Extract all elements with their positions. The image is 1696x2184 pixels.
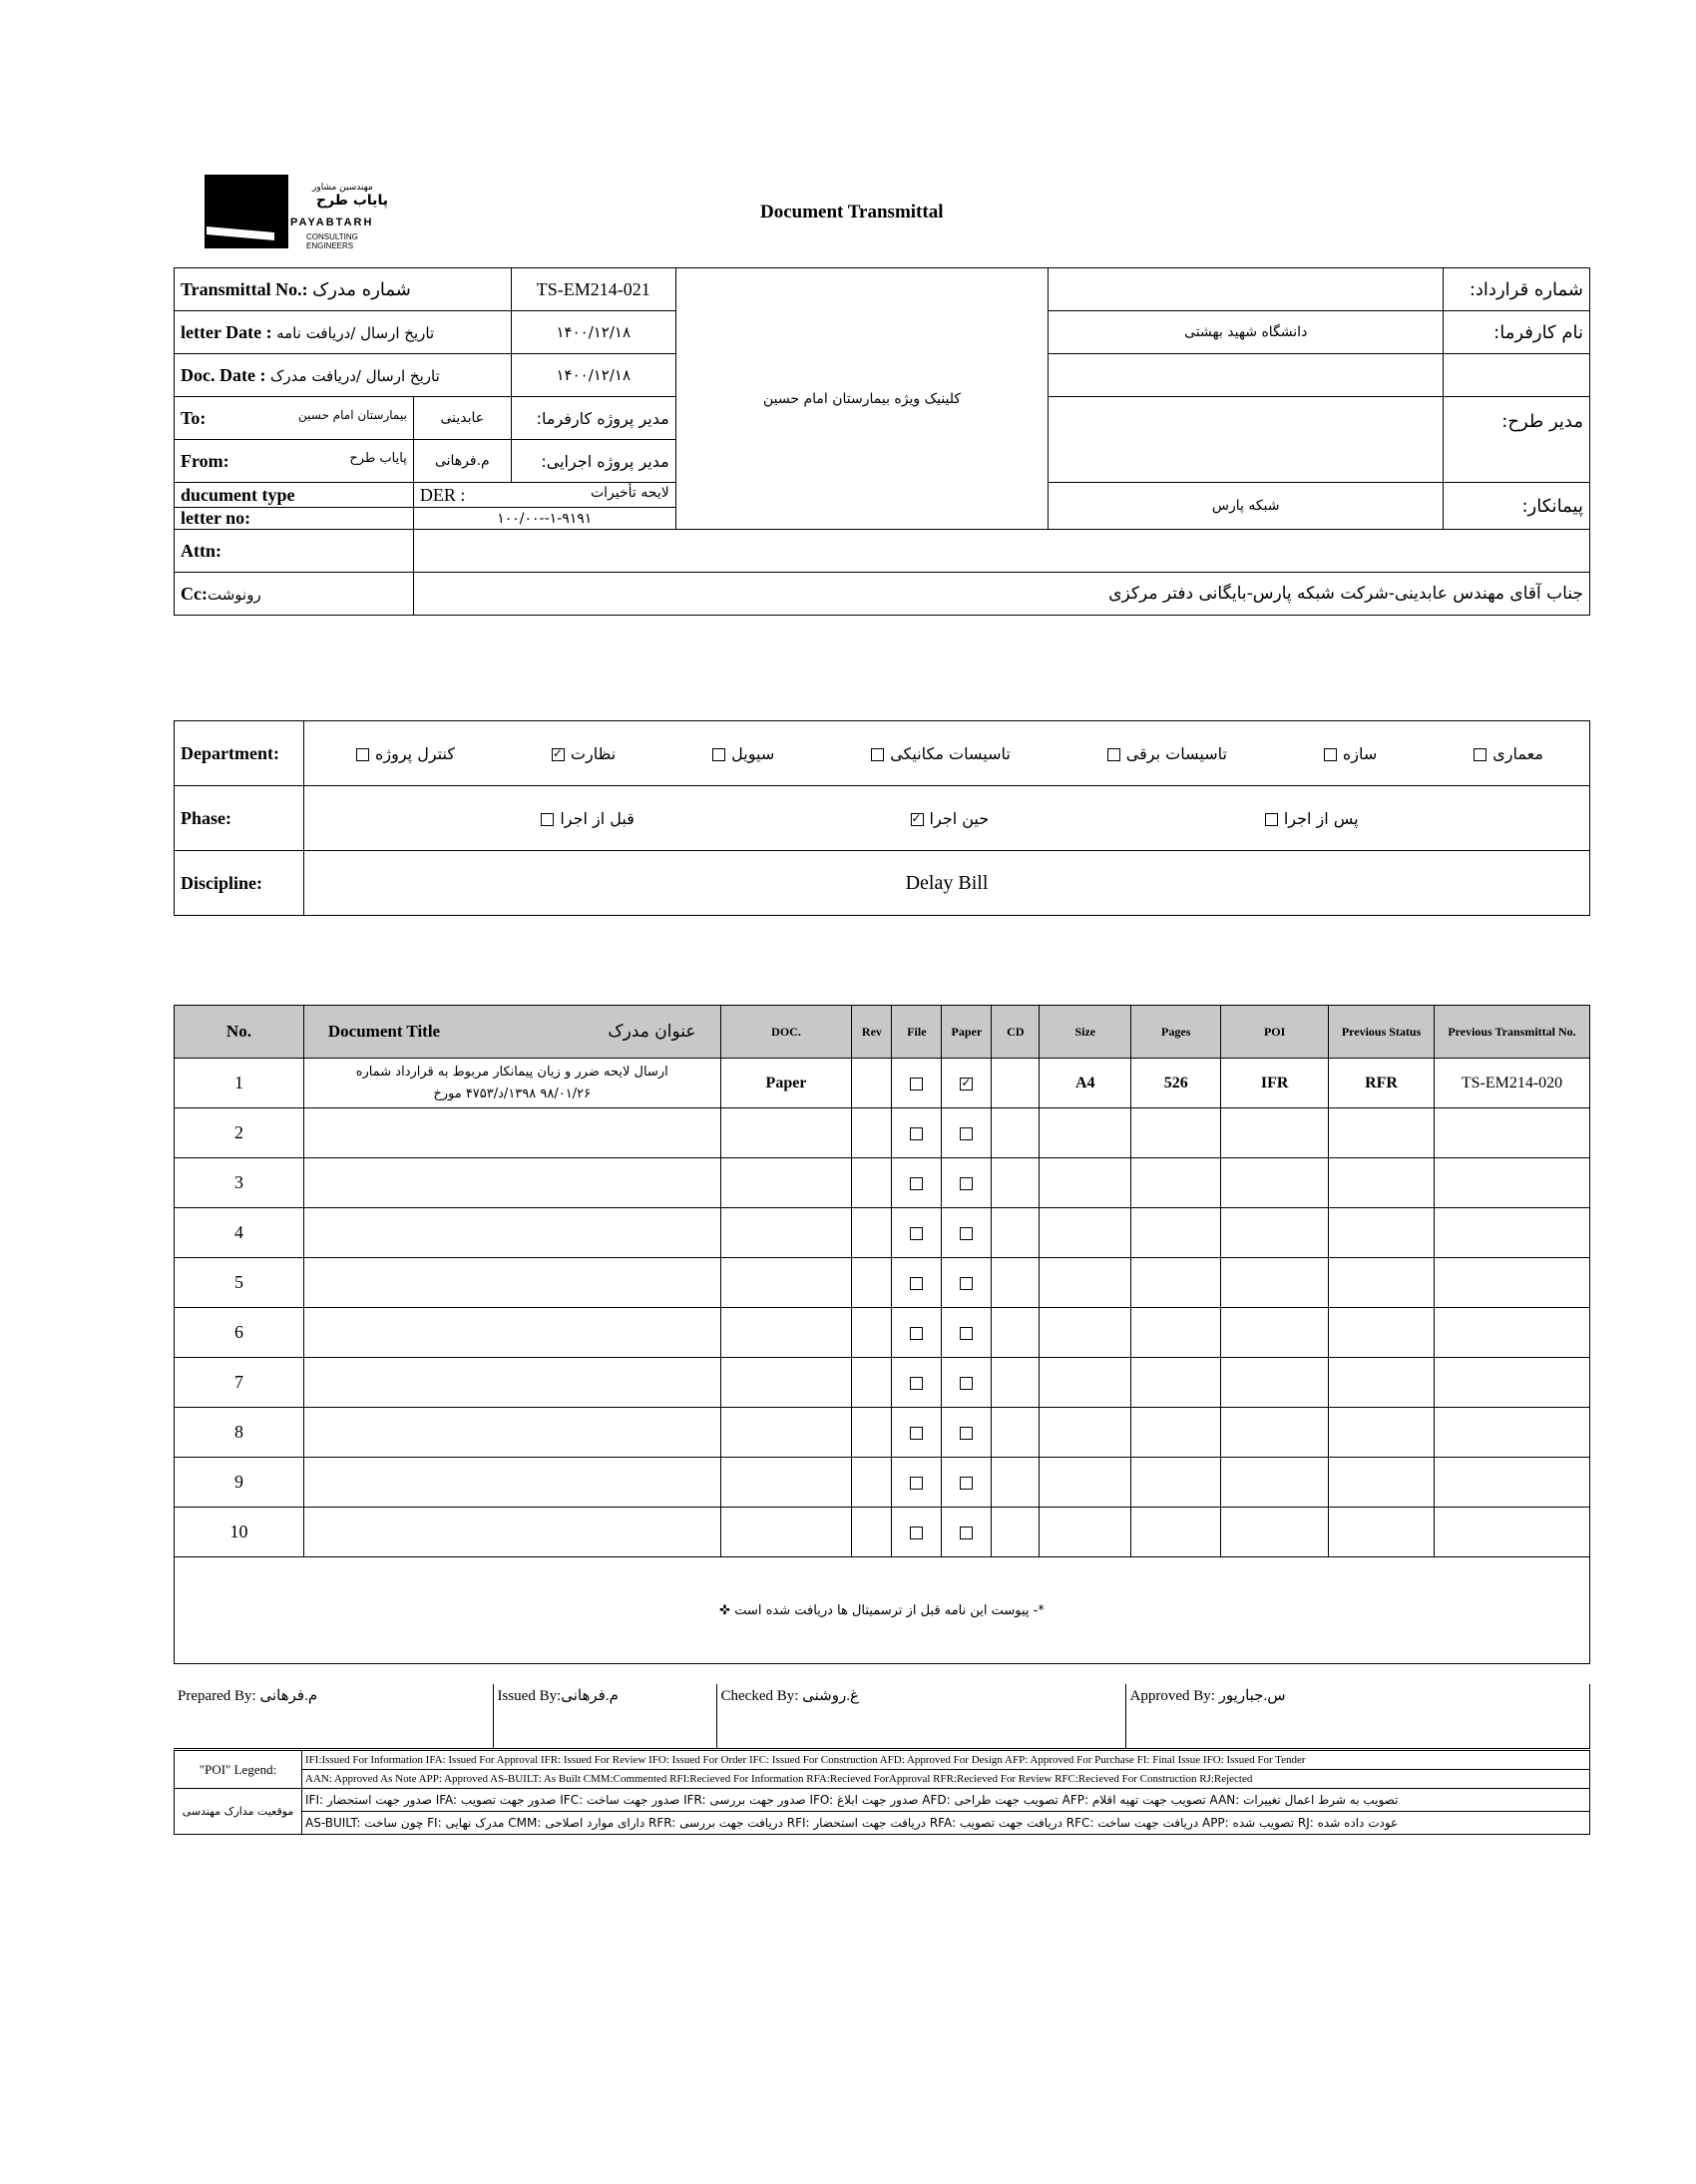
- file-checkbox[interactable]: [910, 1078, 923, 1091]
- row-rev: [852, 1158, 892, 1208]
- row-pages: [1131, 1108, 1221, 1158]
- signatures-table: [174, 1684, 1590, 1749]
- row-title: [303, 1508, 720, 1557]
- design-manager-label: مدیر طرح:: [1444, 397, 1590, 483]
- row-prev-transmittal: [1435, 1408, 1590, 1458]
- col-doc: DOC.: [720, 1006, 852, 1059]
- phase-checkbox[interactable]: [1265, 813, 1278, 826]
- row-pages: [1131, 1458, 1221, 1508]
- paper-checkbox[interactable]: [960, 1427, 973, 1440]
- blank-label: [1444, 354, 1590, 397]
- contractor-label: پیمانکار:: [1444, 483, 1590, 530]
- phase-option-label: حین اجرا: [929, 808, 990, 828]
- row-paper: [942, 1108, 992, 1158]
- row-poi: [1221, 1108, 1329, 1158]
- department-option-label: معماری: [1492, 743, 1543, 763]
- file-checkbox[interactable]: [910, 1527, 923, 1539]
- department-table: [174, 720, 1590, 916]
- design-manager-value: [1049, 397, 1444, 483]
- paper-checkbox[interactable]: [960, 1177, 973, 1190]
- table-row: [175, 1408, 1590, 1458]
- col-prev-transmittal: Previous Transmittal No.: [1435, 1006, 1590, 1059]
- row-file: [892, 1308, 942, 1358]
- row-doc: [720, 1158, 852, 1208]
- blank-value: [1049, 354, 1444, 397]
- doc-date-cell: [175, 354, 512, 397]
- client-label: نام کارفرما:: [1444, 311, 1590, 354]
- col-paper: Paper: [942, 1006, 992, 1059]
- doc-type-code: DER :: [419, 484, 466, 505]
- row-cd: [992, 1308, 1040, 1358]
- row-file: [892, 1059, 942, 1108]
- doc-type-fa: لایحه تأخیرات: [590, 484, 669, 501]
- legend-line-3: IFI: صدور جهت استحضار IFA: صدور جهت تصویب IFC: صدور جهت ساخت IFR: صدور جهت بررسی IFO: صدور جهت ابلاغ AFD: تصویب جهت طراحی AFP: تصویب جهت تهیه اقلام AAN: تصویب به شرط اعمال تغییرات: [302, 1789, 1590, 1812]
- table-row: [175, 1508, 1590, 1557]
- department-checkbox[interactable]: [1474, 748, 1486, 761]
- row-file: [892, 1258, 942, 1308]
- row-no: 8: [175, 1408, 304, 1458]
- row-pages: [1131, 1358, 1221, 1408]
- phase-label: Phase:: [175, 786, 304, 851]
- file-checkbox[interactable]: [910, 1477, 923, 1490]
- row-file: [892, 1408, 942, 1458]
- row-pages: [1131, 1508, 1221, 1557]
- letter-date-fa: تاریخ ارسال /دریافت نامه: [276, 323, 435, 342]
- cc-label-cell: [175, 573, 414, 616]
- documents-note: *- پیوست این نامه قبل از ترسمیتال ها دریافت شده است ✜: [175, 1557, 1590, 1664]
- row-pages: [1131, 1258, 1221, 1308]
- row-doc: [720, 1258, 852, 1308]
- department-option-label: سازه: [1342, 743, 1378, 763]
- row-rev: [852, 1208, 892, 1258]
- row-cd: [992, 1358, 1040, 1408]
- department-option-label: نظارت: [570, 743, 617, 763]
- paper-checkbox[interactable]: [960, 1127, 973, 1140]
- transmittal-no-cell: [175, 268, 512, 311]
- row-rev: [852, 1308, 892, 1358]
- header-table: [174, 267, 1590, 616]
- col-title: [303, 1006, 720, 1059]
- attn-label: Attn:: [181, 540, 221, 561]
- table-row: [175, 1458, 1590, 1508]
- col-title-en: Document Title: [327, 1022, 441, 1041]
- row-doc: [720, 1308, 852, 1358]
- row-title: [303, 1308, 720, 1358]
- row-pages: [1131, 1158, 1221, 1208]
- checked-by: Checked By: غ.روشنی: [716, 1684, 1125, 1749]
- row-rev: [852, 1059, 892, 1108]
- table-row: [175, 1308, 1590, 1358]
- row-prev-transmittal: [1435, 1508, 1590, 1557]
- row-doc: [720, 1458, 852, 1508]
- logo-mark-icon: [205, 175, 288, 248]
- row-title: [303, 1158, 720, 1208]
- paper-checkbox[interactable]: [960, 1227, 973, 1240]
- col-pages: Pages: [1131, 1006, 1221, 1059]
- row-prev-status: [1329, 1258, 1435, 1308]
- paper-checkbox[interactable]: [960, 1078, 973, 1091]
- documents-table: [174, 1005, 1590, 1664]
- row-file: [892, 1208, 942, 1258]
- logo-sub-en: CONSULTING ENGINEERS: [306, 232, 358, 250]
- department-checkbox[interactable]: [552, 748, 565, 761]
- row-poi: [1221, 1408, 1329, 1458]
- row-rev: [852, 1358, 892, 1408]
- attn-label-cell: [175, 530, 414, 573]
- letter-no-value: ۱۰۰/۰۰--۱-۹۱۹۱: [413, 508, 675, 530]
- row-prev-transmittal: [1435, 1258, 1590, 1308]
- letter-no-label-cell: [175, 508, 414, 530]
- row-cd: [992, 1258, 1040, 1308]
- transmittal-no-value: TS-EM214-021: [511, 268, 675, 311]
- row-title: [303, 1408, 720, 1458]
- row-no: 9: [175, 1458, 304, 1508]
- row-pages: [1131, 1308, 1221, 1358]
- row-prev-transmittal: [1435, 1458, 1590, 1508]
- phase-option: [535, 809, 635, 828]
- department-checkbox[interactable]: [1324, 748, 1337, 761]
- row-size: [1040, 1108, 1131, 1158]
- letter-date-label: letter Date :: [181, 321, 272, 342]
- row-prev-transmittal: [1435, 1158, 1590, 1208]
- poi-legend: [174, 1750, 1590, 1835]
- department-label: Department:: [175, 721, 304, 786]
- col-prev-status: Previous Status: [1329, 1006, 1435, 1059]
- doc-date-fa: تاریخ ارسال /دریافت مدرک: [269, 366, 440, 385]
- row-poi: [1221, 1358, 1329, 1408]
- row-doc: [720, 1208, 852, 1258]
- row-size: A4: [1040, 1059, 1131, 1108]
- department-checkbox[interactable]: [712, 748, 725, 761]
- from-role: مدیر پروژه اجرایی:: [511, 440, 675, 483]
- row-cd: [992, 1108, 1040, 1158]
- row-title: [303, 1258, 720, 1308]
- row-no: 1: [175, 1059, 304, 1108]
- row-file: [892, 1508, 942, 1557]
- table-row: [175, 1258, 1590, 1308]
- legend-label-en: "POI" Legend:: [175, 1751, 302, 1789]
- department-option: [546, 744, 616, 763]
- row-paper: [942, 1059, 992, 1108]
- row-paper: [942, 1508, 992, 1557]
- issued-by: Issued By:م.فرهانی: [493, 1684, 716, 1749]
- row-file: [892, 1108, 942, 1158]
- row-prev-transmittal: [1435, 1208, 1590, 1258]
- row-prev-transmittal: [1435, 1308, 1590, 1358]
- row-poi: [1221, 1508, 1329, 1557]
- row-no: 2: [175, 1108, 304, 1158]
- row-poi: [1221, 1458, 1329, 1508]
- doc-type-label: [175, 483, 414, 508]
- row-no: 6: [175, 1308, 304, 1358]
- row-doc: [720, 1508, 852, 1557]
- legend-label-fa: موقعیت مدارک مهندسی: [175, 1789, 302, 1835]
- row-size: [1040, 1358, 1131, 1408]
- row-title-line: ارسال لایحه ضرر و زیان پیمانکار مربوط به قرارداد شماره: [355, 1064, 668, 1080]
- prepared-by: Prepared By: م.فرهانی: [174, 1684, 493, 1749]
- paper-checkbox[interactable]: [960, 1527, 973, 1539]
- department-options: [304, 721, 1590, 786]
- logo-name-en: PAYABTARH: [290, 217, 374, 228]
- row-file: [892, 1358, 942, 1408]
- row-title: [303, 1059, 720, 1108]
- department-option: [1101, 744, 1227, 763]
- row-file: [892, 1458, 942, 1508]
- row-doc: [720, 1108, 852, 1158]
- phase-option-label: قبل از اجرا: [560, 808, 635, 828]
- row-paper: [942, 1458, 992, 1508]
- legend-line-4: AS-BUILT: چون ساخت FI: مدرک نهایی CMM: دارای موارد اصلاحی RFR: دریافت جهت بررسی RFI: دریافت جهت استحضار RFA: دریافت جهت تصویب RFC: دریافت جهت ساخت APP: تصویب شده RJ: عودت داده شده: [302, 1812, 1590, 1835]
- phase-options: [304, 786, 1590, 851]
- row-paper: [942, 1308, 992, 1358]
- department-option: [706, 744, 774, 763]
- row-no: 4: [175, 1208, 304, 1258]
- row-paper: [942, 1208, 992, 1258]
- phase-option: [905, 809, 990, 828]
- discipline-label: Discipline:: [175, 851, 304, 916]
- to-person: عابدینی: [413, 397, 511, 440]
- row-doc: [720, 1408, 852, 1458]
- department-option: [865, 744, 1011, 763]
- department-option-label: تاسیسات برقی: [1125, 743, 1227, 763]
- logo-company-fa: مهندسین مشاور: [312, 183, 373, 193]
- row-rev: [852, 1408, 892, 1458]
- client-value: دانشگاه شهید بهشتی: [1049, 311, 1444, 354]
- doc-type-cell: [413, 483, 675, 508]
- col-poi: POI: [1221, 1006, 1329, 1059]
- from-cell: [175, 440, 414, 483]
- row-title: [303, 1458, 720, 1508]
- department-option-label: تاسیسات مکانیکی: [890, 743, 1011, 763]
- legend-line-2: AAN: Approved As Note APP: Approved AS-BUILT: As Built CMM:Commented RFI:Recieved For Information RFA:Recieved ForApproval RFR:Recieved For Review RFC:Recieved For Construction RJ:Rejected: [302, 1770, 1590, 1789]
- row-title: [303, 1358, 720, 1408]
- row-size: [1040, 1508, 1131, 1557]
- file-checkbox[interactable]: [910, 1277, 923, 1290]
- row-size: [1040, 1208, 1131, 1258]
- col-title-fa: عنوان مدرک: [608, 1022, 696, 1042]
- row-prev-transmittal: TS-EM214-020: [1435, 1059, 1590, 1108]
- row-cd: [992, 1408, 1040, 1458]
- page-title: Document Transmittal: [760, 202, 944, 222]
- row-cd: [992, 1158, 1040, 1208]
- row-no: 3: [175, 1158, 304, 1208]
- letter-date-cell: [175, 311, 512, 354]
- row-prev-transmittal: [1435, 1108, 1590, 1158]
- from-label: From:: [181, 450, 229, 471]
- to-role: مدیر پروژه کارفرما:: [511, 397, 675, 440]
- row-poi: [1221, 1258, 1329, 1308]
- transmittal-no-label: Transmittal No.:: [181, 278, 308, 299]
- doc-type-label-text: ducument type: [181, 484, 295, 505]
- row-file: [892, 1158, 942, 1208]
- from-person: م.فرهانی: [413, 440, 511, 483]
- legend-line-1: IFI:Issued For Information IFA: Issued For Approval IFR: Issued For Review IFO: Issued For Order IFC: Issued For Construction AFD: Approved For Design AFP: Approved For Purchase FI: Final Issue IFO: Issued For Tender: [302, 1751, 1590, 1770]
- to-cell: [175, 397, 414, 440]
- cc-label-fa: رونوشت: [207, 585, 261, 604]
- row-rev: [852, 1108, 892, 1158]
- table-row: [175, 1059, 1590, 1108]
- row-title-line: ۹۸/۰۱/۲۶ ۱۳۹۸/د/۴۷۵۳ مورخ: [433, 1086, 592, 1101]
- letter-no-label: letter no:: [181, 508, 251, 528]
- doc-date-label: Doc. Date :: [181, 364, 266, 385]
- phase-checkbox[interactable]: [541, 813, 554, 826]
- paper-checkbox[interactable]: [960, 1277, 973, 1290]
- row-cd: [992, 1508, 1040, 1557]
- row-rev: [852, 1508, 892, 1557]
- row-prev-status: RFR: [1329, 1059, 1435, 1108]
- row-pages: [1131, 1408, 1221, 1458]
- letter-date-value: ۱۴۰۰/۱۲/۱۸: [511, 311, 675, 354]
- row-pages: [1131, 1208, 1221, 1258]
- row-prev-status: [1329, 1308, 1435, 1358]
- row-size: [1040, 1158, 1131, 1208]
- row-paper: [942, 1158, 992, 1208]
- row-size: [1040, 1308, 1131, 1358]
- doc-date-value: ۱۴۰۰/۱۲/۱۸: [511, 354, 675, 397]
- department-option: [350, 744, 455, 763]
- row-poi: [1221, 1158, 1329, 1208]
- row-prev-transmittal: [1435, 1358, 1590, 1408]
- row-rev: [852, 1458, 892, 1508]
- approved-by: Approved By: س.جباریور: [1125, 1684, 1590, 1749]
- paper-checkbox[interactable]: [960, 1477, 973, 1490]
- row-cd: [992, 1208, 1040, 1258]
- row-doc: [720, 1358, 852, 1408]
- paper-checkbox[interactable]: [960, 1377, 973, 1390]
- col-file: File: [892, 1006, 942, 1059]
- file-checkbox[interactable]: [910, 1177, 923, 1190]
- row-size: [1040, 1408, 1131, 1458]
- row-size: [1040, 1258, 1131, 1308]
- department-option-label: کنترل پروژه: [375, 743, 455, 763]
- row-doc: Paper: [720, 1059, 852, 1108]
- phase-option: [1259, 809, 1359, 828]
- file-checkbox[interactable]: [910, 1227, 923, 1240]
- department-checkbox[interactable]: [356, 748, 369, 761]
- row-prev-status: [1329, 1408, 1435, 1458]
- row-cd: [992, 1458, 1040, 1508]
- row-cd: [992, 1059, 1040, 1108]
- department-checkbox[interactable]: [1107, 748, 1120, 761]
- to-label: To:: [181, 407, 207, 428]
- file-checkbox[interactable]: [910, 1327, 923, 1340]
- attn-value: [413, 530, 1589, 573]
- file-checkbox[interactable]: [910, 1127, 923, 1140]
- file-checkbox[interactable]: [910, 1377, 923, 1390]
- contractor-value: شبکه پارس: [1049, 483, 1444, 530]
- contract-no-value: [1049, 268, 1444, 311]
- row-poi: IFR: [1221, 1059, 1329, 1108]
- transmittal-no-fa: شماره مدرک: [312, 278, 411, 300]
- contract-no-label: شماره قرارداد:: [1444, 268, 1590, 311]
- row-title: [303, 1108, 720, 1158]
- table-row: [175, 1108, 1590, 1158]
- row-paper: [942, 1408, 992, 1458]
- file-checkbox[interactable]: [910, 1427, 923, 1440]
- col-rev: Rev: [852, 1006, 892, 1059]
- department-option: [1318, 744, 1377, 763]
- row-prev-status: [1329, 1508, 1435, 1557]
- paper-checkbox[interactable]: [960, 1327, 973, 1340]
- department-option: [1468, 744, 1543, 763]
- row-no: 10: [175, 1508, 304, 1557]
- department-checkbox[interactable]: [871, 748, 884, 761]
- col-no: No.: [175, 1006, 304, 1059]
- row-poi: [1221, 1308, 1329, 1358]
- col-size: Size: [1040, 1006, 1131, 1059]
- table-row: [175, 1208, 1590, 1258]
- from-value: پایاب طرح: [349, 450, 407, 466]
- cc-label: Cc:: [181, 583, 208, 604]
- row-poi: [1221, 1208, 1329, 1258]
- col-cd: CD: [992, 1006, 1040, 1059]
- cc-value: جناب آقای مهندس عابدینی-شرکت شبکه پارس-بایگانی دفتر مرکزی: [413, 573, 1589, 616]
- to-value: بیمارستان امام حسین: [297, 407, 407, 422]
- row-rev: [852, 1258, 892, 1308]
- phase-checkbox[interactable]: [911, 813, 924, 826]
- table-row: [175, 1358, 1590, 1408]
- company-logo: [205, 175, 404, 249]
- row-prev-status: [1329, 1108, 1435, 1158]
- phase-option-label: پس از اجرا: [1283, 808, 1359, 828]
- row-no: 5: [175, 1258, 304, 1308]
- row-title: [303, 1208, 720, 1258]
- department-option-label: سیویل: [731, 743, 775, 763]
- row-prev-status: [1329, 1458, 1435, 1508]
- table-row: [175, 1158, 1590, 1208]
- row-prev-status: [1329, 1158, 1435, 1208]
- row-prev-status: [1329, 1208, 1435, 1258]
- row-paper: [942, 1258, 992, 1308]
- row-pages: 526: [1131, 1059, 1221, 1108]
- row-prev-status: [1329, 1358, 1435, 1408]
- row-size: [1040, 1458, 1131, 1508]
- discipline-value: Delay Bill: [304, 851, 1590, 916]
- row-no: 7: [175, 1358, 304, 1408]
- row-paper: [942, 1358, 992, 1408]
- logo-name-fa: پایاب طرح: [316, 193, 388, 209]
- project-name: کلینیک ویژه بیمارستان امام حسین: [675, 268, 1049, 530]
